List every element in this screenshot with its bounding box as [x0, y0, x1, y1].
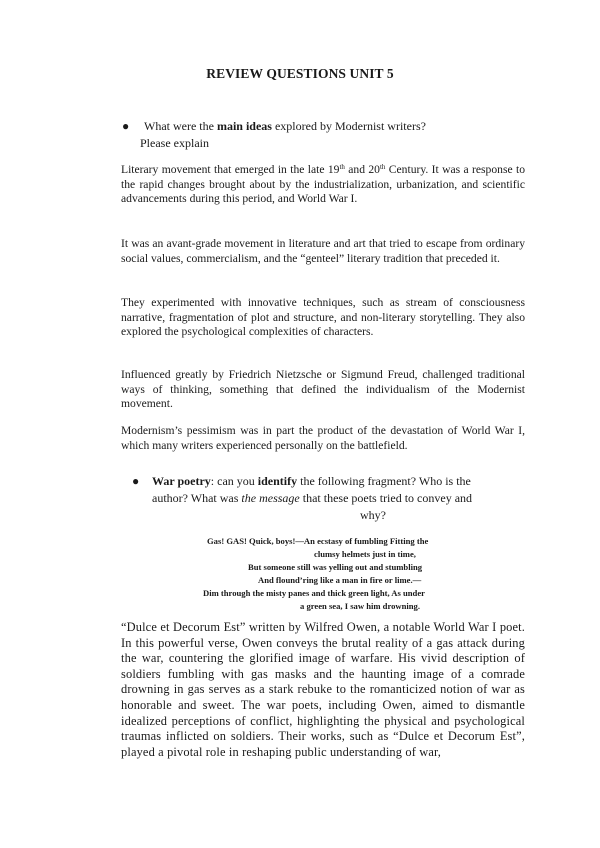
answer-1-paragraph-1: Literary movement that emerged in the late 19th and 20th Century. It was a response to the rapid changes brought about by the industrialization, urbanization, and scientific advancements during this period, and World War I.	[121, 163, 525, 206]
question-1-text: What were the main ideas explored by Modernist writers?	[144, 119, 426, 133]
poem-line: Dim through the misty panes and thick green light, As under	[203, 588, 425, 598]
answer-1-paragraph-4: Influenced greatly by Friedrich Nietzsche or Sigmund Freud, challenged traditional ways of thinking, something that defined the individualism of the Modernist movement.	[121, 368, 525, 411]
bullet-icon: ●	[132, 474, 140, 488]
question-2-line-3: why?	[360, 508, 386, 522]
poem-line: And flound’ring like a man in fire or lime.—	[258, 575, 422, 585]
poem-line: But someone still was yelling out and stumbling	[248, 562, 423, 572]
question-2-line-1: War poetry: can you identify the following fragment? Who is the	[152, 474, 471, 488]
page-title: REVIEW QUESTIONS UNIT 5	[206, 66, 394, 81]
poem-line: Gas! GAS! Quick, boys!—An ecstasy of fumbling Fitting the	[207, 536, 429, 546]
poem-line: a green sea, I saw him drowning.	[300, 601, 421, 611]
answer-1-paragraph-3: They experimented with innovative techniques, such as stream of consciousness narrative, fragmentation of plot and structure, and non-literary storytelling. They also explored the psychological complexities of characters.	[121, 296, 525, 339]
answer-1-paragraph-2: It was an avant-grade movement in literature and art that tried to escape from ordinary social values, commercialism, and the “genteel” literary tradition that preceded it.	[121, 237, 525, 265]
answer-2-paragraph: “Dulce et Decorum Est” written by Wilfred Owen, a notable World War I poet. In this powerful verse, Owen conveys the brutal reality of a gas attack during the war, countering the glorified image of warfare. His vivid description of soldiers fumbling with gas masks and the haunting image of a comrade drowning in gas serves as a stark rebuke to the romanticized notion of war as honorable and sweet. The war poets, including Owen, aimed to dismantle idealized perceptions of conflict, highlighting the physical and psychological traumas inflicted on soldiers. Their works, such as “Dulce et Decorum Est”, played a pivotal role in reshaping public understanding of war,	[121, 620, 525, 759]
answer-1-paragraph-5: Modernism’s pessimism was in part the product of the devastation of World War I, which many writers experienced personally on the battlefield.	[121, 424, 525, 452]
question-1-subtext: Please explain	[140, 136, 209, 150]
bullet-icon: ●	[122, 119, 130, 133]
question-2-line-2: author? What was the message that these poets tried to convey and	[152, 491, 473, 505]
question-1-bold: main ideas	[216, 119, 272, 133]
poem-line: clumsy helmets just in time,	[314, 549, 416, 559]
